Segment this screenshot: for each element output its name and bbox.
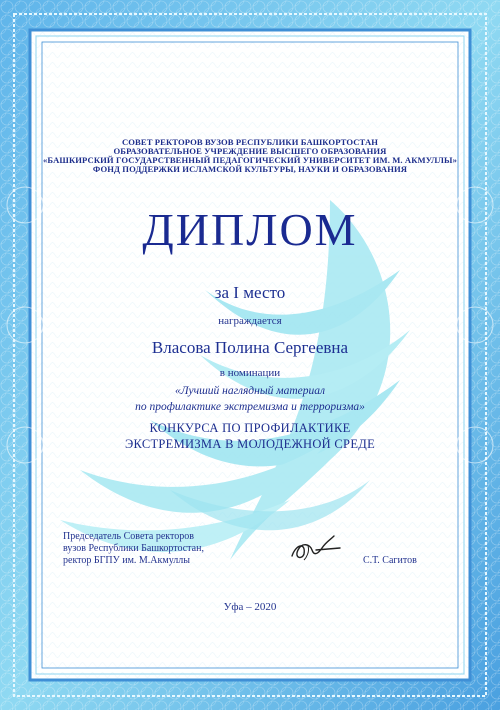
- contest-line-2: ЭКСТРЕМИЗМА В МОЛОДЕЖНОЙ СРЕДЕ: [124, 437, 376, 451]
- contest-line-1: КОНКУРСА ПО ПРОФИЛАКТИКЕ: [149, 421, 351, 435]
- signatory-line-2: вузов Республики Башкортостан,: [63, 543, 204, 554]
- diploma-title: ДИПЛОМ: [142, 204, 358, 255]
- city-year: Уфа – 2020: [223, 601, 277, 613]
- header-line-4: ФОНД ПОДДЕРЖКИ ИСЛАМСКОЙ КУЛЬТУРЫ, НАУКИ И ОБРАЗОВАНИЯ: [92, 164, 408, 174]
- handwritten-signature: [286, 530, 346, 564]
- signatory-line-1: Председатель Совета ректоров: [63, 531, 194, 542]
- nomination-line-1: «Лучший наглядный материал: [174, 385, 326, 397]
- header-line-2: ОБРАЗОВАТЕЛЬНОЕ УЧРЕЖДЕНИЕ ВЫСШЕГО ОБРАЗОВАНИЯ: [113, 146, 387, 156]
- place-award: за I место: [214, 283, 286, 302]
- recipient-name: Власова Полина Сергеевна: [151, 338, 349, 357]
- header-line-3: «БАШКИРСКИЙ ГОСУДАРСТВЕННЫЙ ПЕДАГОГИЧЕСКИЙ УНИВЕРСИТЕТ ИМ. М. АКМУЛЛЫ»: [43, 155, 457, 165]
- nomination-line-2: по профилактике экстремизма и терроризма»: [135, 401, 365, 413]
- header-line-1: СОВЕТ РЕКТОРОВ ВУЗОВ РЕСПУБЛИКИ БАШКОРТОСТАН: [121, 137, 379, 147]
- signatory-line-3: ректор БГПУ им. М.Акмуллы: [63, 555, 190, 566]
- signer-name: С.Т. Сагитов: [363, 555, 417, 566]
- awarded-label: награждается: [218, 315, 282, 327]
- nomination-intro: в номинации: [219, 367, 281, 379]
